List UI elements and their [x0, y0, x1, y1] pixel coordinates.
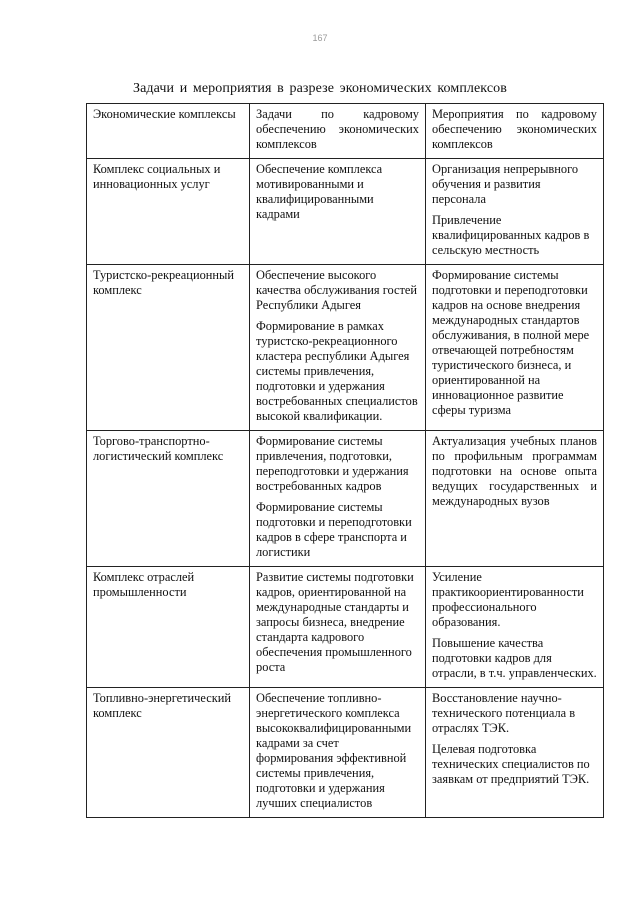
tasks-cell — [250, 431, 426, 567]
table-row — [87, 265, 604, 431]
task-text: Формирование системы подготовки и переподготовки кадров в сфере транспорта и логистики — [256, 500, 412, 559]
complex-cell — [87, 431, 250, 567]
complex-cell — [87, 265, 250, 431]
page-number: 167 — [312, 33, 328, 43]
table-body — [87, 159, 604, 818]
task-text: Обеспечение высокого качества обслуживания гостей Республики Адыгея — [256, 268, 418, 312]
task-text: Развитие системы подготовки кадров, ориентированной на международные стандарты и запросы бизнеса, внедрение стандарта кадрового обеспечения промышленного роста — [256, 570, 414, 674]
measures-cell — [426, 265, 604, 431]
measures-cell — [426, 688, 604, 818]
header-tasks: Задачи по кадровому обеспечению экономических комплексов — [250, 104, 426, 159]
complex-cell — [87, 159, 250, 265]
header-measures: Мероприятия по кадровому обеспечению экономических комплексов — [426, 104, 604, 159]
table-row — [87, 688, 604, 818]
task-text: Формирование в рамках туристско-рекреационного кластера республики Адыгея системы привлечения, подготовки и удержания востребованных специалистов высокой квалификации. — [256, 319, 418, 423]
table-row — [87, 431, 604, 567]
measure-text: Актуализация учебных планов по профильным программам подготовки на основе опыта ведущих государственных и международных вузов — [432, 434, 597, 508]
table-row — [87, 159, 604, 265]
complexes-table — [86, 103, 604, 818]
tasks-cell — [250, 688, 426, 818]
task-text: Обеспечение топливно-энергетического комплекса высококвалифицированными кадрами за счет формирования эффективной системы привлечения, подготовки и удержания лучших специалистов — [256, 691, 412, 810]
measures-cell — [426, 431, 604, 567]
complex-name: Торгово-транспортно-логистический комплекс — [93, 434, 224, 463]
measure-text: Усиление практикоориентированности профессионального образования. — [432, 570, 584, 629]
measure-text: Привлечение квалифицированных кадров в сельскую местность — [432, 213, 590, 257]
complex-name: Комплекс отраслей промышленности — [93, 570, 195, 599]
table-row — [87, 567, 604, 688]
tasks-cell — [250, 265, 426, 431]
task-text: Формирование системы привлечения, подготовки, переподготовки и удержания востребованных кадров — [256, 434, 409, 493]
table-header-row — [87, 104, 604, 159]
complex-name: Туристско-рекреационный комплекс — [93, 268, 234, 297]
complex-cell — [87, 688, 250, 818]
complex-name: Комплекс социальных и инновационных услуг — [93, 162, 221, 191]
complex-name: Топливно-энергетический комплекс — [93, 691, 232, 720]
document-title: Задачи и мероприятия в разрезе экономических комплексов — [132, 81, 507, 96]
complex-cell — [87, 567, 250, 688]
measures-cell — [426, 567, 604, 688]
measures-cell — [426, 159, 604, 265]
tasks-cell — [250, 567, 426, 688]
measure-text: Целевая подготовка технических специалистов по заявкам от предприятий ТЭК. — [432, 742, 590, 786]
measure-text: Формирование системы подготовки и переподготовки кадров на основе внедрения международных стандартов обслуживания, в полной мере отвечающей потребностям туристического бизнеса, и ориентированной на инновационное развитие сферы туризма — [432, 268, 590, 417]
tasks-cell — [250, 159, 426, 265]
measure-text: Повышение качества подготовки кадров для отрасли, в т.ч. управленческих. — [432, 636, 597, 680]
measure-text: Организация непрерывного обучения и развития персонала — [432, 162, 579, 206]
measure-text: Восстановление научно-технического потенциала в отраслях ТЭК. — [432, 691, 576, 735]
task-text: Обеспечение комплекса мотивированными и квалифицированными кадрами — [256, 162, 383, 221]
header-complexes: Экономические комплексы — [87, 104, 250, 159]
